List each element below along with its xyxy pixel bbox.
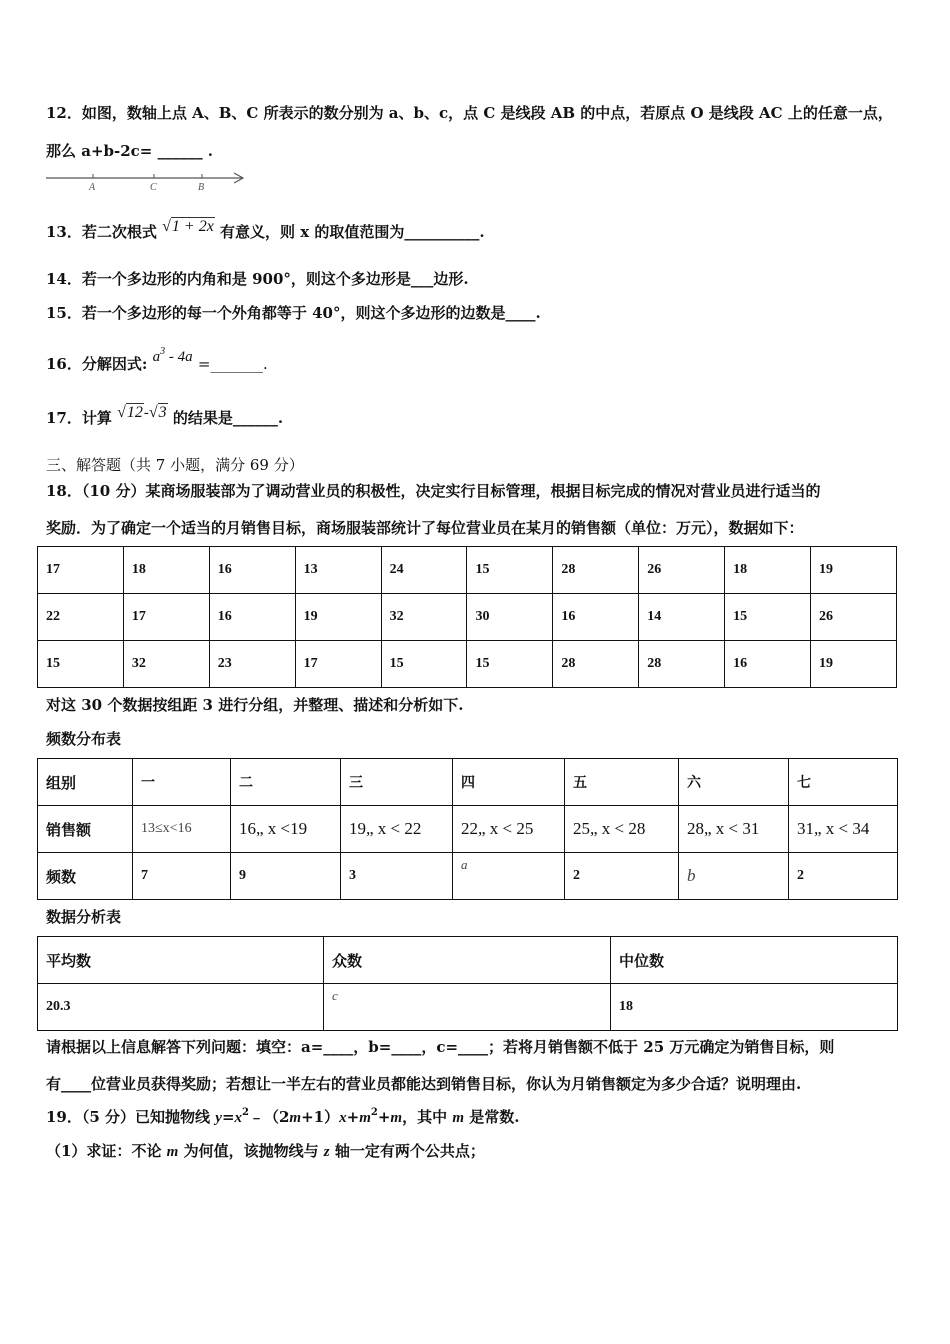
table-cell: 28 (553, 641, 639, 688)
q13-radicand: 1 + 2x (171, 218, 214, 235)
table-row (38, 853, 898, 900)
analysis-table (37, 936, 898, 1031)
q19-x: x (234, 1110, 243, 1126)
q16-rest: - 4a (165, 349, 193, 365)
table-cell: 二 (231, 759, 341, 806)
table-cell: 28„ x < 31 (679, 806, 789, 853)
q17-radicand1: 12 (126, 404, 143, 421)
q17-sqrt1: √12 (117, 404, 143, 421)
q19-part1-z: z (323, 1144, 330, 1160)
q12-line1: 12．如图，数轴上点 A、B、C 所表示的数分别为 a、b、c，点 C 是线段 AB 的中点，若原点 O 是线段 AC 上的任意一点， (46, 104, 893, 122)
table-cell: 13 (295, 547, 381, 594)
q13-sqrt: √1 + 2x (162, 218, 214, 235)
row-header-frequency: 频数 (38, 853, 133, 900)
table-cell: 24 (381, 547, 467, 594)
q19-m1: m (289, 1110, 302, 1126)
table-cell: 16 (725, 641, 811, 688)
section-3-heading: 三、解答题（共 7 小题，满分 69 分） (46, 456, 304, 474)
table-cell: 15 (38, 641, 124, 688)
table-cell: 26 (811, 594, 897, 641)
table-cell: 四 (453, 759, 565, 806)
table-cell: 16 (209, 547, 295, 594)
frequency-table (37, 758, 898, 900)
q19-m3: m (390, 1110, 403, 1126)
table-cell: 28 (553, 547, 639, 594)
table-cell: 19 (811, 641, 897, 688)
q16-base: a (152, 349, 161, 365)
header-median: 中位数 (611, 937, 898, 984)
table-cell: 16„ x <19 (231, 806, 341, 853)
table-cell: 三 (341, 759, 453, 806)
table-cell: 32 (381, 594, 467, 641)
q13-prefix: 13．若二次根式 (46, 223, 157, 241)
q15: 15．若一个多边形的每一个外角都等于 40°，则这个多边形的边数是____. (46, 304, 541, 322)
q19-m2: m (359, 1110, 371, 1126)
table-cell: 16 (553, 594, 639, 641)
table-cell: 17 (38, 547, 124, 594)
q17-sqrt2: √3 (148, 404, 167, 421)
q19-rest1: ﹣（2 (248, 1108, 290, 1126)
table-row (38, 937, 898, 984)
table-cell: 19 (295, 594, 381, 641)
table-row (38, 547, 897, 594)
q16-exp: 3 (160, 346, 166, 357)
q18-question-line2: 有____位营业员获得奖励；若想让一半左右的营业员都能达到销售目标，你认为月销售额定为多少合适？说明理由. (46, 1075, 802, 1093)
table-cell: 18 (123, 547, 209, 594)
q16 (46, 346, 268, 374)
row-header-sales: 销售额 (38, 806, 133, 853)
table-cell: 22 (38, 594, 124, 641)
table-cell: 五 (565, 759, 679, 806)
q17-radicand2: 3 (158, 404, 167, 421)
number-line-figure (46, 168, 256, 196)
table-cell: 13≤x<16 (133, 806, 231, 853)
label-c: C (150, 182, 157, 193)
q19-y: y (215, 1110, 222, 1126)
table-cell: 23 (209, 641, 295, 688)
value-median: 18 (611, 984, 898, 1031)
q17-minus: - (143, 405, 149, 421)
q19-part1-prefix: （1）求证：不论 (46, 1142, 167, 1160)
table-cell: 26 (639, 547, 725, 594)
value-mode: c (324, 984, 611, 1031)
table-cell: 七 (789, 759, 898, 806)
table-cell: 六 (679, 759, 789, 806)
table-row (38, 806, 898, 853)
table-cell: 22„ x < 25 (453, 806, 565, 853)
table-cell: 30 (467, 594, 553, 641)
table-cell: 7 (133, 853, 231, 900)
q19-m4: m (452, 1110, 464, 1126)
q19-part1-mid: 为何值，该抛物线与 (178, 1142, 324, 1160)
header-mean: 平均数 (38, 937, 324, 984)
table-cell: 19 (811, 547, 897, 594)
q19-part1 (46, 1140, 485, 1161)
table-cell: 9 (231, 853, 341, 900)
q13 (46, 218, 485, 242)
q16-prefix: 16．分解因式: (46, 355, 148, 373)
q19-part1-m: m (166, 1144, 179, 1160)
q14: 14．若一个多边形的内角和是 900°，则这个多边形是___边形. (46, 270, 469, 288)
table-row (38, 594, 897, 641)
table-cell: 31„ x < 34 (789, 806, 898, 853)
q19-plus: + (346, 1108, 360, 1126)
q19-plus2: + (377, 1108, 391, 1126)
q19-exp2: 2 (370, 1107, 378, 1118)
table-cell: 15 (725, 594, 811, 641)
table-cell: 15 (467, 547, 553, 594)
value-mean: 20.3 (38, 984, 324, 1031)
q18-line1: 18．（10 分）某商场服装部为了调动营业员的积极性，决定实行目标管理，根据目标完成的情况对营业员进行适当的 (46, 482, 821, 500)
q17-suffix: 的结果是______. (172, 409, 284, 427)
q18-after-table: 对这 30 个数据按组距 3 进行分组，并整理、描述和分析如下. (46, 696, 464, 714)
table-cell: 19„ x < 22 (341, 806, 453, 853)
table-cell: 15 (467, 641, 553, 688)
table-cell: 15 (381, 641, 467, 688)
table-row (38, 759, 898, 806)
q19-suffix2: 是常数. (463, 1108, 520, 1126)
q19-suffix1: ，其中 (402, 1108, 453, 1126)
q19-prefix: 19．（5 分）已知抛物线 (46, 1108, 216, 1126)
row-header-group: 组别 (38, 759, 133, 806)
q16-suffix: =_______. (197, 355, 268, 373)
table-cell: a (453, 853, 565, 900)
table-cell: 18 (725, 547, 811, 594)
table-cell: 2 (565, 853, 679, 900)
table-cell: 17 (123, 594, 209, 641)
q19-eq: = (221, 1108, 235, 1126)
table-cell: 2 (789, 853, 898, 900)
table-cell: 一 (133, 759, 231, 806)
q18-question-line1: 请根据以上信息解答下列问题：填空：a=____，b=____，c=____；若将月销售额不低于 25 万元确定为销售目标，则 (46, 1038, 835, 1056)
table-cell: 3 (341, 853, 453, 900)
q16-expression (152, 346, 193, 365)
label-b: B (198, 182, 205, 193)
q19-part1-suffix: 轴一定有两个公共点； (329, 1142, 485, 1160)
sales-data-table (37, 546, 897, 688)
q19 (46, 1106, 519, 1127)
q17 (46, 404, 283, 428)
q13-suffix: 有意义，则 x 的取值范围为__________. (220, 223, 485, 241)
q18-line2: 奖励．为了确定一个适当的月销售目标，商场服装部统计了每位营业员在某月的销售额（单位：万元），数据如下： (46, 519, 804, 537)
q19-rest2: +1） (301, 1108, 340, 1126)
table-cell: 25„ x < 28 (565, 806, 679, 853)
q19-x2: x (339, 1110, 347, 1126)
table-cell: 17 (295, 641, 381, 688)
table-cell: 14 (639, 594, 725, 641)
q17-prefix: 17．计算 (46, 409, 112, 427)
header-mode: 众数 (324, 937, 611, 984)
table-cell: 16 (209, 594, 295, 641)
table-row (38, 984, 898, 1031)
table-row (38, 641, 897, 688)
q12-line2: 那么 a+b-2c= ______ . (46, 142, 214, 160)
analysis-table-title: 数据分析表 (46, 908, 122, 926)
q19-exp: 2 (242, 1107, 249, 1118)
label-a: A (89, 182, 96, 193)
table-cell: b (679, 853, 789, 900)
freq-table-title: 频数分布表 (46, 730, 122, 748)
table-cell: 28 (639, 641, 725, 688)
table-cell: 32 (123, 641, 209, 688)
